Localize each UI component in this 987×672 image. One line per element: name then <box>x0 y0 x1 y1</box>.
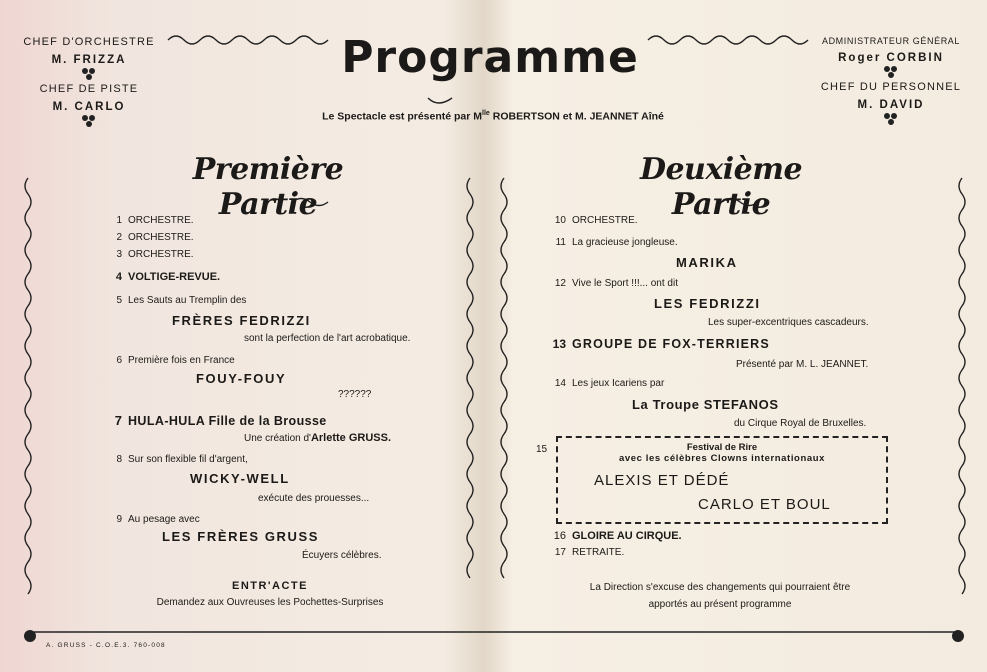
part1-title: Première Partie <box>192 152 344 222</box>
entracte-title: ENTR'ACTE <box>231 580 308 592</box>
list-item: 10 ORCHESTRE. <box>554 215 638 226</box>
page-title: Programme <box>341 32 639 83</box>
management-note: apportés au présent programme <box>648 599 792 610</box>
list-item: 9 Au pesage avec <box>116 514 200 525</box>
list-item: 17 RETRAITE. <box>554 547 625 558</box>
list-item: 4 VOLTIGE-REVUE. <box>115 271 221 283</box>
festival-box <box>556 436 888 524</box>
entracte-text: Demandez aux Ouvreuses les Pochettes-Surprises <box>156 597 384 608</box>
act-description: exécute des prouesses... <box>258 493 370 504</box>
list-item: 8 Sur son flexible fil d'argent, <box>116 454 248 465</box>
printer-credit: A. GRUSS - C.O.E.3. 760-008 <box>46 642 166 649</box>
list-item: 3 ORCHESTRE. <box>116 249 194 260</box>
act-description: Présenté par M. L. JEANNET. <box>736 359 869 370</box>
festival-number: 15 <box>536 444 548 455</box>
subtitle <box>268 110 718 123</box>
act-name: FOUY-FOUY <box>196 371 287 386</box>
list-item: 2 ORCHESTRE. <box>116 232 194 243</box>
act-name: WICKY-WELL <box>190 471 290 486</box>
act-description: ?????? <box>338 389 372 400</box>
list-item: 13 GROUPE DE FOX-TERRIERS <box>552 337 770 351</box>
management-note: La Direction s'excuse des changements qui pourraient être <box>589 582 851 593</box>
list-item: 14 Les jeux Icariens par <box>554 378 665 389</box>
list-item: 11 La gracieuse jongleuse. <box>555 237 678 248</box>
trefoil-ornament <box>884 113 898 125</box>
subtitle-text: Le Spectacle est présenté par M <box>322 110 483 123</box>
staff-name: Roger CORBIN <box>838 52 944 64</box>
staff-name: M. CARLO <box>52 101 126 113</box>
act-name: La Troupe STEFANOS <box>632 397 779 412</box>
clown-duo: CARLO ET BOUL <box>698 496 831 513</box>
subtitle-text-end: ROBERTSON et M. JEANNET Aîné <box>489 110 664 123</box>
trefoil-ornament <box>884 66 898 78</box>
act-description: sont la perfection de l'art acrobatique. <box>244 333 411 344</box>
staff-role: CHEF DE PISTE <box>39 83 139 95</box>
staff-name: M. FRIZZA <box>51 54 127 66</box>
list-item: 7 HULA-HULA Fille de la Brousse <box>114 413 327 428</box>
act-description: Les super-excentriques cascadeurs. <box>708 317 869 328</box>
subtitle-superscript: lle <box>482 110 490 117</box>
trefoil-ornament <box>82 68 96 80</box>
act-description: Écuyers célèbres. <box>302 550 382 561</box>
list-item: 12 Vive le Sport !!!... ont dit <box>554 278 678 289</box>
trefoil-ornament <box>82 115 96 127</box>
list-item: 5 Les Sauts au Tremplin des <box>116 295 247 306</box>
list-item: 1 ORCHESTRE. <box>116 215 194 226</box>
act-description: du Cirque Royal de Bruxelles. <box>734 418 867 429</box>
staff-name: M. DAVID <box>857 99 925 111</box>
staff-right <box>806 36 976 128</box>
staff-role: ADMINISTRATEUR GÉNÉRAL <box>821 36 961 46</box>
staff-role: CHEF DU PERSONNEL <box>820 81 962 93</box>
act-description: Une création d'Arlette GRUSS. <box>244 432 392 444</box>
list-item: 16 GLOIRE AU CIRQUE. <box>553 530 682 542</box>
clown-duo: ALEXIS ET DÉDÉ <box>594 472 730 489</box>
festival-title: Festival de Rire <box>686 442 758 453</box>
part2-title: Deuxième Partie <box>639 152 803 222</box>
act-name: LES FRÈRES GRUSS <box>162 529 320 544</box>
act-name: MARIKA <box>676 255 738 270</box>
act-name: LES FEDRIZZI <box>654 296 761 311</box>
staff-left <box>14 36 164 130</box>
list-item: 6 Première fois en France <box>116 355 235 366</box>
festival-subtitle: avec les célèbres Clowns internationaux <box>618 453 826 464</box>
staff-role: CHEF D'ORCHESTRE <box>23 36 155 48</box>
act-name: FRÈRES FEDRIZZI <box>172 313 311 328</box>
